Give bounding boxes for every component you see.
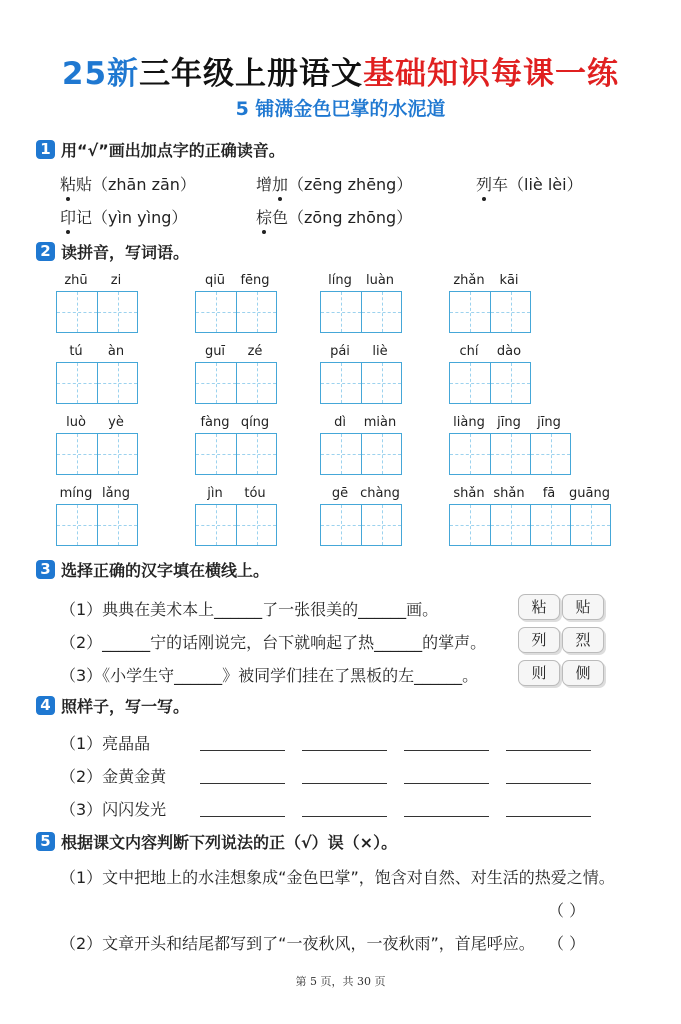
pinyin-syllable: guāng [569,486,610,501]
title-subject: 三年级上册语文 [139,56,364,92]
writing-grid[interactable] [195,433,277,475]
writing-grid[interactable] [56,433,138,475]
page-title [0,48,681,93]
example-word: （1）亮晶晶 [60,734,151,753]
section-1-heading [36,138,285,161]
grid-cell[interactable] [361,292,401,332]
pinyin-choice-item[interactable]: 棕色（zōng zhōng） [256,208,413,227]
pinyin-syllable: fàng [200,415,230,430]
writing-grid[interactable] [56,362,138,404]
pinyin-syllable: liàng [453,415,485,430]
section-2-heading [36,240,189,263]
char-option[interactable]: 侧 [562,660,604,686]
pinyin-syllable: míng [59,486,93,501]
grid-cell[interactable] [570,505,610,545]
answer-line[interactable] [200,783,285,784]
grid-cell[interactable] [97,363,137,403]
pinyin-syllable: liè [372,344,388,359]
section-title: 根据课文内容判断下列说法的正（√）误（×）。 [61,833,398,852]
writing-grid[interactable] [195,504,277,546]
pinyin-syllable: jìn [207,486,223,501]
pinyin-syllable: shǎn [453,486,485,501]
char-option[interactable]: 粘 [518,594,560,620]
writing-grid[interactable] [320,291,402,333]
dotted-char: 粘 [60,175,77,194]
pinyin-syllable: tóu [244,486,266,501]
pinyin-choice-item[interactable]: 印记（yìn yìng） [60,208,188,227]
section-3-heading [36,558,269,581]
writing-grid[interactable] [195,291,277,333]
judge-statement: （1）文中把地上的水洼想象成“金色巴掌”，饱含对自然、对生活的热爱之情。 [60,868,615,887]
section-5-heading [36,830,397,853]
grid-cell[interactable] [450,363,490,403]
grid-cell[interactable] [361,505,401,545]
pinyin-syllable: qiū [204,273,226,288]
section-4-heading [36,694,189,717]
dotted-char: 棕 [256,208,273,227]
grid-cell[interactable] [196,505,236,545]
pinyin-syllable: luò [66,415,86,430]
pinyin-syllable: gē [331,486,349,501]
pinyin-syllable: kāi [499,273,519,288]
pinyin-choice-item[interactable]: 列车（liè lèi） [476,175,583,194]
grid-cell[interactable] [196,292,236,332]
grid-cell[interactable] [321,292,361,332]
title-grade-tag: 25新 [61,56,140,92]
pinyin-syllable: fā [542,486,556,501]
pinyin-syllable: zhū [64,273,88,288]
answer-line[interactable] [404,783,489,784]
dotted-char: 列 [476,175,493,194]
answer-line[interactable] [200,750,285,751]
writing-grid[interactable] [195,362,277,404]
judge-answer-paren[interactable]: （ ） [548,934,586,953]
fill-blank-item[interactable]: （3）《小学生守______》被同学们挂在了黑板的左______。 [60,666,479,685]
pinyin-syllable: jīng [497,415,521,430]
grid-cell[interactable] [450,505,490,545]
pinyin-syllable: chí [459,344,479,359]
grid-cell[interactable] [196,434,236,474]
char-option[interactable]: 则 [518,660,560,686]
pinyin-syllable: luàn [365,273,395,288]
answer-line[interactable] [506,783,591,784]
pinyin-syllable: zhǎn [453,273,485,288]
pinyin-syllable: chàng [360,486,400,501]
grid-cell[interactable] [450,434,490,474]
grid-cell[interactable] [57,363,97,403]
answer-line[interactable] [302,816,387,817]
section-number-badge: 2 [36,242,55,261]
pinyin-syllable: jīng [537,415,561,430]
answer-line[interactable] [404,816,489,817]
writing-grid[interactable] [449,504,611,546]
grid-cell[interactable] [57,434,97,474]
grid-cell[interactable] [196,363,236,403]
fill-blank-item[interactable]: （2）______宁的话刚说完，台下就响起了热______的掌声。 [60,633,487,652]
pinyin-syllable: àn [107,344,125,359]
pinyin-syllable: zi [110,273,122,288]
grid-cell[interactable] [236,363,276,403]
judge-answer-paren[interactable]: （ ） [548,901,586,920]
answer-line[interactable] [200,816,285,817]
writing-grid[interactable] [449,433,571,475]
section-title: 照样子，写一写。 [61,697,190,716]
grid-cell[interactable] [321,505,361,545]
grid-cell[interactable] [57,292,97,332]
answer-line[interactable] [404,750,489,751]
writing-grid[interactable] [320,433,402,475]
section-number-badge: 3 [36,560,55,579]
grid-cell[interactable] [490,292,530,332]
section-number-badge: 4 [36,696,55,715]
pinyin-syllable: shǎn [493,486,525,501]
grid-cell[interactable] [361,363,401,403]
lesson-title: 5 铺满金色巴掌的水泥道 [235,98,446,120]
char-option[interactable]: 烈 [562,627,604,653]
pinyin-syllable: dì [334,415,346,430]
dotted-char: 加 [272,175,289,194]
pinyin-choice-item[interactable]: 粘贴（zhān zān） [60,175,196,194]
grid-cell[interactable] [490,505,530,545]
answer-line[interactable] [506,750,591,751]
grid-cell[interactable] [530,434,570,474]
example-word: （3）闪闪发光 [60,800,167,819]
pinyin-syllable: guī [204,344,226,359]
grid-cell[interactable] [490,434,530,474]
writing-grid[interactable] [56,504,138,546]
grid-cell[interactable] [57,505,97,545]
page-footer: 第 5 页，共 30 页 [295,975,386,988]
pinyin-syllable: zé [247,344,263,359]
grid-cell[interactable] [236,505,276,545]
grid-cell[interactable] [450,292,490,332]
answer-line[interactable] [506,816,591,817]
writing-grid[interactable] [320,362,402,404]
pinyin-syllable: fēng [240,273,270,288]
pinyin-syllable: pái [330,344,350,359]
writing-grid[interactable] [320,504,402,546]
writing-grid[interactable] [449,362,531,404]
writing-grid[interactable] [449,291,531,333]
grid-cell[interactable] [236,292,276,332]
grid-cell[interactable] [490,363,530,403]
grid-cell[interactable] [97,505,137,545]
pinyin-choice-item[interactable]: 增加（zēng zhēng） [256,175,413,194]
title-series: 基础知识每课一练 [363,56,620,92]
answer-line[interactable] [302,783,387,784]
grid-cell[interactable] [530,505,570,545]
section-title: 用“√”画出加点字的正确读音。 [61,141,285,160]
grid-cell[interactable] [236,434,276,474]
grid-cell[interactable] [321,434,361,474]
pinyin-syllable: tú [69,344,83,359]
char-option[interactable]: 列 [518,627,560,653]
section-number-badge: 1 [36,140,55,159]
pinyin-syllable: lǎng [101,486,131,501]
fill-blank-item[interactable]: （1）典典在美术本上______了一张很美的______画。 [60,600,439,619]
dotted-char: 印 [60,208,77,227]
grid-cell[interactable] [361,434,401,474]
pinyin-syllable: miàn [363,415,397,430]
writing-grid[interactable] [56,291,138,333]
char-option[interactable]: 贴 [562,594,604,620]
section-title: 选择正确的汉字填在横线上。 [61,561,270,580]
section-title: 读拼音，写词语。 [61,243,190,262]
pinyin-syllable: yè [108,415,124,430]
grid-cell[interactable] [97,434,137,474]
pinyin-syllable: dào [496,344,522,359]
example-word: （2）金黄金黄 [60,767,167,786]
section-number-badge: 5 [36,832,55,851]
pinyin-syllable: qíng [240,415,270,430]
judge-statement: （2）文章开头和结尾都写到了“一夜秋风，一夜秋雨”，首尾呼应。 [60,934,535,953]
pinyin-syllable: líng [328,273,352,288]
grid-cell[interactable] [321,363,361,403]
grid-cell[interactable] [97,292,137,332]
answer-line[interactable] [302,750,387,751]
